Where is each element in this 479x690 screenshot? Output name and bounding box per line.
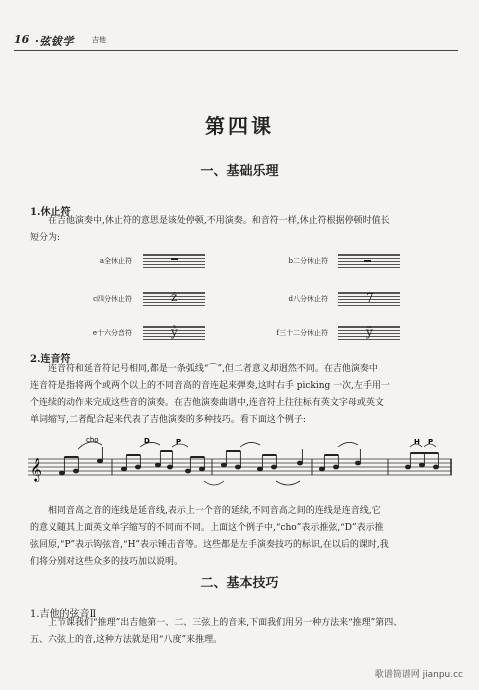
rest-staff-sixteenth	[143, 326, 205, 340]
guitar-notes-heading: 1.吉他的弦音Ⅱ	[30, 609, 97, 620]
section-heading-techniques: 二、基本技巧	[200, 576, 279, 591]
thirtysecond-rest-icon: ỹ	[366, 325, 373, 339]
guitar-notes-text-line-1: 上节课我们“推理”出吉他第一、二、三弦上的音来,下面我们用另一种方法来“推理”第四、	[48, 618, 403, 628]
rest-label-sixteenth: e十六分音符	[92, 329, 132, 337]
rests-heading: 1.休止符	[30, 207, 71, 218]
slurs-text-line-1: 连音符和延音符记号相同,都是一条弧线“⌒”,但二者意义却迥然不同。在吉他演奏中	[48, 364, 378, 374]
slurs-text-line-3: 个连续的动作来完成这些音的演奏。在吉他演奏曲谱中,连音符上往往标有英文字母或英文	[30, 398, 384, 408]
eighth-rest-icon: 7	[366, 291, 374, 305]
slurs-explanation-paragraph	[30, 503, 450, 571]
slurs-text-line-2: 连音符是指将两个或两个以上的不同音高的音连起来弹奏,这时右手 picking 一次,左手用一	[30, 381, 391, 391]
book-title: ·弦钹学	[35, 35, 74, 48]
notation-mark-p-1: P	[176, 438, 182, 446]
rest-label-whole: a全休止符	[99, 257, 132, 265]
sixteenth-rest-icon: ỷ	[171, 325, 178, 339]
book-subtitle: 吉他	[92, 36, 106, 44]
notation-mark-d: D	[144, 437, 150, 445]
notation-mark-cho: cho	[86, 436, 99, 444]
rest-staff-thirtysecond	[338, 326, 400, 340]
quarter-rest-icon: ż	[171, 290, 178, 304]
rest-staff-quarter	[143, 292, 205, 306]
rests-text-line-2: 短分为:	[30, 233, 61, 243]
slurs-paragraph	[30, 361, 450, 429]
lesson-title: 第四课	[205, 114, 274, 138]
whole-rest-icon	[171, 258, 178, 260]
slurs-text-line-6: 的意义随其上面英文单字缩写的不同而不同。上面这个例子中,“cho”表示推弦,“D”表示推	[30, 523, 384, 533]
rests-paragraph	[30, 213, 450, 247]
rest-staff-eighth	[338, 292, 400, 306]
treble-clef-icon: 𝄞	[30, 457, 42, 481]
slur-notation-example	[28, 433, 452, 497]
slurs-text-line-8: 们将分别对这些众多的技巧加以说明。	[30, 557, 184, 567]
notation-mark-p-2: P	[428, 438, 434, 446]
rest-staff-whole	[143, 254, 205, 268]
guitar-notes-paragraph	[30, 615, 450, 649]
section-heading-theory: 一、基础乐理	[200, 164, 279, 179]
slurs-text-line-4: 单词缩写,二者配合起来代表了吉他演奏的多种技巧。看下面这个例子:	[30, 415, 306, 425]
page-number: 16	[14, 33, 30, 46]
notation-mark-h: H	[414, 438, 420, 446]
watermark: 歌谱简谱网 jianpu.cc	[374, 670, 463, 680]
rest-label-quarter: c四分休止符	[93, 295, 132, 303]
header-rule	[14, 50, 458, 51]
rest-label-half: b二分休止符	[288, 257, 328, 265]
guitar-notes-text-line-2: 五、六弦上的音,这种方法就是用“八度”来推理。	[30, 635, 223, 645]
slurs-text-line-5: 相同音高之音的连线是延音线,表示上一个音的延续,不同音高之间的连线是连音线,它	[48, 506, 381, 516]
slurs-heading: 2.连音符	[30, 354, 71, 365]
rest-staff-half	[338, 254, 400, 268]
rests-text-line-1: 在吉他演奏中,休止符的意思是该处停顿,不用演奏。和音符一样,休止符根据停顿时值长	[48, 216, 390, 226]
slurs-text-line-7: 弦回原,“P”表示钩弦音,“H”表示锤击音等。这些都是左手演奏技巧的标识,在以后的课时,我	[30, 540, 389, 550]
rest-label-thirtysecond: f三十二分休止符	[276, 329, 328, 337]
rest-label-eighth: d八分休止符	[288, 295, 328, 303]
half-rest-icon	[364, 260, 371, 262]
